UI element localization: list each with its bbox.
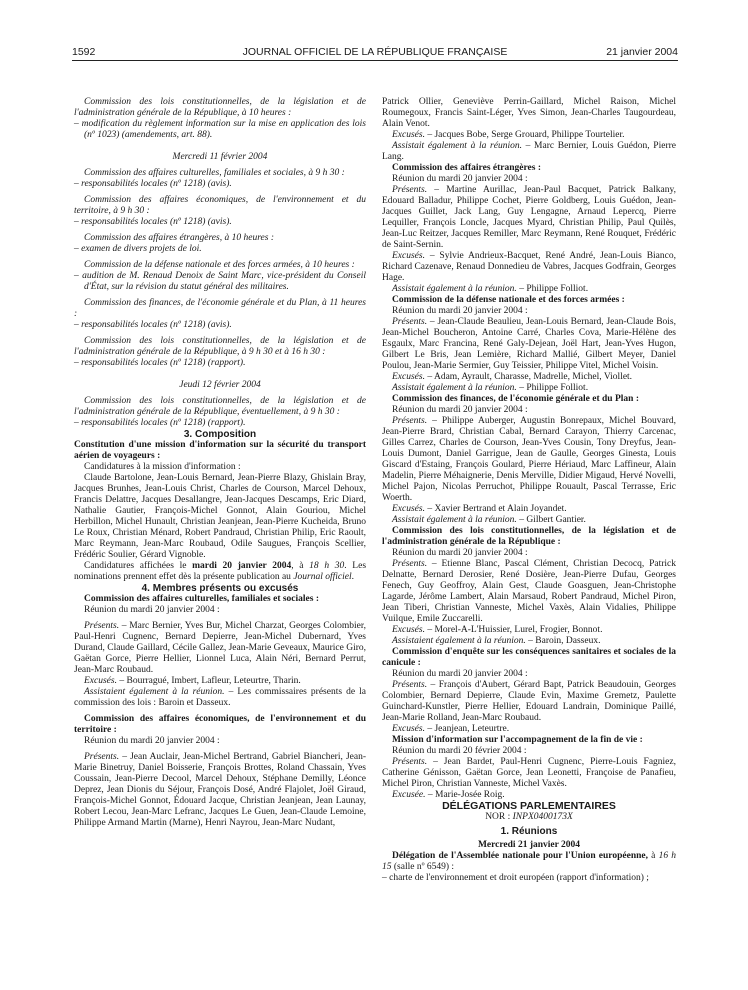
meeting-date: Réunion du mardi 20 janvier 2004 : <box>84 736 220 746</box>
committee-heading: Commission des affaires étrangères : <box>392 163 541 173</box>
attendance-assisting: Assistait également à la réunion. – Gilbert Gantier. <box>392 515 586 525</box>
attendance-present: Présents. – Etienne Blanc, Pascal Clément, Christian Decocq, Patrick Delnatte, Bernard Derosier, René Dosière, Jean-Pierre Dufau, Georges Fenech, Guy Geoffroy, Alain Gest, Claude Goasguen, Jean-Christophe Lagarde, Jérôme Lambert, Alain Marsaud, Robert Pandraud, Michel Piron, Jean Tiberi, Christian Vanneste, Michel Vaxès, Alain Vidalies, Philippe Vuilque, Emile Zuccarelli. <box>382 559 676 624</box>
attendance-assisting: Assistaient également à la réunion. – Baroin, Dasseux. <box>392 636 601 646</box>
agenda-item: – examen de divers projets de loi. <box>74 244 202 254</box>
attendance-present: Présents. – Jean Auclair, Jean-Michel Bertrand, Gabriel Biancheri, Jean-Marie Binetruy, Daniel Boisserie, François Brottes, Roland Chassain, Yves Coussain, Jean-Pierre Decool, Marcel Dehoux, Stéphane Demilly, Léonce Deprez, Jean Dionis du Séjour, François Dosé, André Flajolet, Joël Giraud, François-Michel Gonnot, Édouard Jacque, Christian Jeanjean, Jean Launay, Robert Lecou, Jean-Marc Lefranc, Jacques Le Guen, Jean-Claude Lemoine, Philippe Armand Martin (Marne), Henri Nayrou, Jean-Marc Nudant, <box>74 752 366 828</box>
attendance-assisting: Assistait également à la réunion. – Marc Bernier, Louis Guédon, Pierre Lang. <box>382 141 676 162</box>
paragraph: Candidatures affichées le mardi 20 janvier 2004, à 18 h 30. Les nominations prennent effet dès la présente publication au Journal officiel. <box>74 561 367 582</box>
page-header <box>72 44 678 61</box>
page-number: 1592 <box>72 46 96 58</box>
attendance-excused: Excusée. – Marie-Josée Roig. <box>392 790 505 800</box>
names-list: Claude Bartolone, Jean-Louis Bernard, Jean-Pierre Blazy, Ghislain Bray, Jacques Brunhes, Jean-Louis Christ, Charles de Courson, Marcel Dehoux, Francis Delattre, Jacques Desallangre, Jean-Jacques Descamps, Eric Diard, Nathalie Gautier, François-Michel Gonnot, Alain Gouriou, Michel Herbillon, Michel Hunault, Christian Jeanjean, Jean-Pierre Kucheida, Bruno Le Roux, Christian Ménard, Robert Pandraud, Christian Philip, Eric Raoult, Marc Reymann, Jean-Marc Roubaud, Odile Saugues, François Scellier, Frédéric Soulier, Gérard Vignoble. <box>74 473 366 560</box>
committee-heading: Commission d'enquête sur les conséquences sanitaires et sociales de la canicule : <box>382 647 676 668</box>
meeting-date: Réunion du mardi 20 janvier 2004 : <box>392 405 528 415</box>
attendance-present: Présents. – Martine Aurillac, Jean-Paul Bacquet, Patrick Balkany, Edouard Balladur, Philippe Cochet, Pierre Goldberg, Louis Guédon, Jean-Jacques Guillet, Jack Lang, Guy Lengagne, Arnaud Lepercq, Pierre Lequiller, François Loncle, Jacques Myard, Christian Philip, Paul Quilès, Jean-Luc Reitzer, Jacques Remiller, Marc Reymann, René Rouquet, Frédéric de Saint-Sernin. <box>382 185 676 250</box>
agenda-item: – responsabilités locales (nº 1218) (avis). <box>74 179 232 189</box>
committee-heading: Commission des lois constitutionnelles, de la législation et de l'administration générale de la République : <box>382 526 676 547</box>
nor-reference: NOR : INPX0400173X <box>485 812 573 822</box>
day-heading: Mercredi 21 janvier 2004 <box>477 840 581 850</box>
attendance-present: Présents. – François d'Aubert, Gérard Bapt, Patrick Beaudouin, Georges Colombier, Bernard Depierre, Claude Evin, Maxime Gremetz, Paulette Guinchard-Kunstler, Pierre Hellier, Edouard Landrain, Dominique Paillé, Jean-Marie Rolland, Jean-Marc Roubaud. <box>382 680 676 723</box>
agenda-entry: Commission des finances, de l'économie générale et du Plan, à 11 heures : <box>74 298 366 319</box>
agenda-item: – modification du règlement information sur la mise en application des lois (nº 1023) (amendements, art. 88). <box>74 119 366 140</box>
agenda-item: – responsabilités locales (nº 1218) (avis). <box>74 217 232 227</box>
committee-heading: Commission de la défense nationale et des forces armées : <box>392 295 625 305</box>
issue-date: 21 janvier 2004 <box>606 46 678 58</box>
section-heading: Constitution d'une mission d'information sur la sécurité du transport aérien de voyageurs : <box>74 440 366 461</box>
committee-heading: Délégation de l'Assemblée nationale pour l'Union européenne, à 16 h 15 (salle nº 6549) : <box>382 851 676 872</box>
day-heading: Jeudi 12 février 2004 <box>179 380 261 390</box>
agenda-entry: Commission des affaires économiques, de l'environnement et du territoire, à 9 h 30 : <box>74 195 366 216</box>
left-column <box>74 97 366 829</box>
meeting-date: Réunion du mardi 20 janvier 2004 : <box>392 548 528 558</box>
section-title: 3. Composition <box>183 429 257 440</box>
attendance-excused: Excusés. – Jeanjean, Leteurtre. <box>392 724 510 734</box>
meeting-date: Réunion du mardi 20 janvier 2004 : <box>392 174 528 184</box>
attendance-assisting: Assistait également à la réunion. – Philippe Folliot. <box>392 383 589 393</box>
attendance-excused: Excusés. – Morel-A-L'Huissier, Lurel, Frogier, Bonnot. <box>392 625 603 635</box>
meeting-date: Réunion du mardi 20 janvier 2004 : <box>84 605 220 615</box>
agenda-entry: Commission des affaires étrangères, à 10 heures : <box>84 233 274 243</box>
agenda-entry: Commission des lois constitutionnelles, de la législation et de l'administration générale de la République, éventuellement, à 9 h 30 : <box>74 396 366 417</box>
attendance-assisting: Assistaient également à la réunion. – Les commissaires présents de la commission des lois : Baroin et Dasseux. <box>74 687 366 708</box>
agenda-entry: Commission des lois constitutionnelles, de la législation et de l'administration générale de la République, à 9 h 30 et à 16 h 30 : <box>74 336 366 357</box>
committee-heading: Mission d'information sur l'accompagnement de la fin de vie : <box>392 735 643 745</box>
section-title: 1. Réunions <box>500 826 558 837</box>
attendance-excused: Excusés. – Xavier Bertrand et Alain Joyandet. <box>392 504 567 514</box>
agenda-item: – responsabilités locales (nº 1218) (rapport). <box>74 358 246 368</box>
agenda-item: – charte de l'environnement et droit européen (rapport d'information) ; <box>382 873 649 883</box>
attendance-assisting: Assistait également à la réunion. – Philippe Folliot. <box>392 284 589 294</box>
attendance-present: Présents. – Jean-Claude Beaulieu, Jean-Louis Bernard, Jean-Claude Bois, Jean-Michel Boucheron, Antoine Carré, Charles Cova, Marie-Hélène des Esgaulx, Marc Francina, René Galy-Dejean, Joël Hart, Jean-Yves Hugon, Gilbert Le Bris, Jean Lemière, Richard Mallié, Gilbert Meyer, Daniel Poulou, Jean-Marie Sermier, Guy Teissier, Philippe Vitel, Michel Voisin. <box>382 317 676 371</box>
attendance-excused: Excusés. – Jacques Bobe, Serge Grouard, Philippe Tourtelier. <box>392 130 625 140</box>
day-heading: Mercredi 11 février 2004 <box>172 152 268 162</box>
committee-heading: Commission des affaires culturelles, familiales et sociales : <box>84 594 320 604</box>
meeting-date: Réunion du mardi 20 février 2004 : <box>392 746 527 756</box>
attendance-present: Présents. – Marc Bernier, Yves Bur, Michel Charzat, Georges Colombier, Paul-Henri Cugnenc, Bernard Depierre, Jean-Michel Dubernard, Yves Durand, Claude Gaillard, Cécile Gallez, Jean-Marie Geveaux, Maurice Giro, Gaëtan Gorce, Pierre Hellier, Lionnel Luca, Alain Néri, Bernard Perrut, Jean-Marc Roubaud. <box>74 621 367 675</box>
agenda-entry: Commission de la défense nationale et des forces armées, à 10 heures : <box>84 260 355 270</box>
attendance-excused: Excusés. – Bourragué, Imbert, Lafleur, Leteurtre, Tharin. <box>84 676 301 686</box>
meeting-date: Réunion du mardi 20 janvier 2004 : <box>392 669 528 679</box>
journal-title: JOURNAL OFFICIEL DE LA RÉPUBLIQUE FRANÇAISE <box>242 46 508 58</box>
committee-heading: Commission des affaires économiques, de l'environnement et du territoire : <box>74 714 366 735</box>
agenda-entry: Commission des lois constitutionnelles, de la législation et de l'administration générale de la République, à 10 heures : <box>74 97 366 118</box>
attendance-present: Présents. – Philippe Auberger, Augustin Bonrepaux, Michel Bouvard, Jean-Pierre Brard, Christian Cabal, Bernard Carayon, Thierry Carcenac, Gilles Carrez, Charles de Courson, Jean-Yves Cousin, Tony Dreyfus, Jean-Louis Dumont, Daniel Garrigue, Jean de Gaulle, Georges Ginesta, Louis Giscard d'Estaing, François Goulard, Pierre Hériaud, Marc Laffineur, Alain Madelin, Pierre Méhaignerie, Denis Merville, Didier Migaud, Hervé Novelli, Michel Pajon, Nicolas Perruchot, Philippe Rouault, Pascal Terrasse, Eric Woerth. <box>382 416 676 503</box>
agenda-item: – responsabilités locales (nº 1218) (rapport). <box>74 418 246 428</box>
attendance-present-continued: Patrick Ollier, Geneviève Perrin-Gaillard, Michel Raison, Michel Roumegoux, Francis Saint-Léger, Yves Simon, Jean-Charles Taugourdeau, Alain Venot. <box>382 97 676 129</box>
right-column <box>382 97 676 884</box>
agenda-item: – responsabilités locales (nº 1218) (avis). <box>74 320 232 330</box>
agenda-item: – audition de M. Renaud Denoix de Saint Marc, vice-président du Conseil d'État, sur la révision du statut général des militaires. <box>74 271 366 292</box>
paragraph: Candidatures à la mission d'information : <box>84 462 241 472</box>
attendance-excused: Excusés. – Sylvie Andrieux-Bacquet, René André, Jean-Louis Bianco, Richard Cazenave, Renaud Donnedieu de Vabres, Jacques Godfrain, Georges Hage. <box>382 251 676 283</box>
committee-heading: Commission des finances, de l'économie générale et du Plan : <box>392 394 639 404</box>
section-title: 4. Membres présents ou excusés <box>141 583 299 594</box>
meeting-date: Réunion du mardi 20 janvier 2004 : <box>392 306 528 316</box>
attendance-present: Présents. – Jean Bardet, Paul-Henri Cugnenc, Pierre-Louis Fagniez, Catherine Génisson, Gaëtan Gorce, Jean Leonetti, Françoise de Panafieu, Michel Piron, Christian Vanneste, Michel Vaxès. <box>382 757 676 789</box>
part-title: DÉLÉGATIONS PARLEMENTAIRES <box>442 800 616 812</box>
attendance-excused: Excusés. – Adam, Ayrault, Charasse, Madrelle, Michel, Viollet. <box>392 372 633 382</box>
agenda-entry: Commission des affaires culturelles, familiales et sociales, à 9 h 30 : <box>84 168 345 178</box>
